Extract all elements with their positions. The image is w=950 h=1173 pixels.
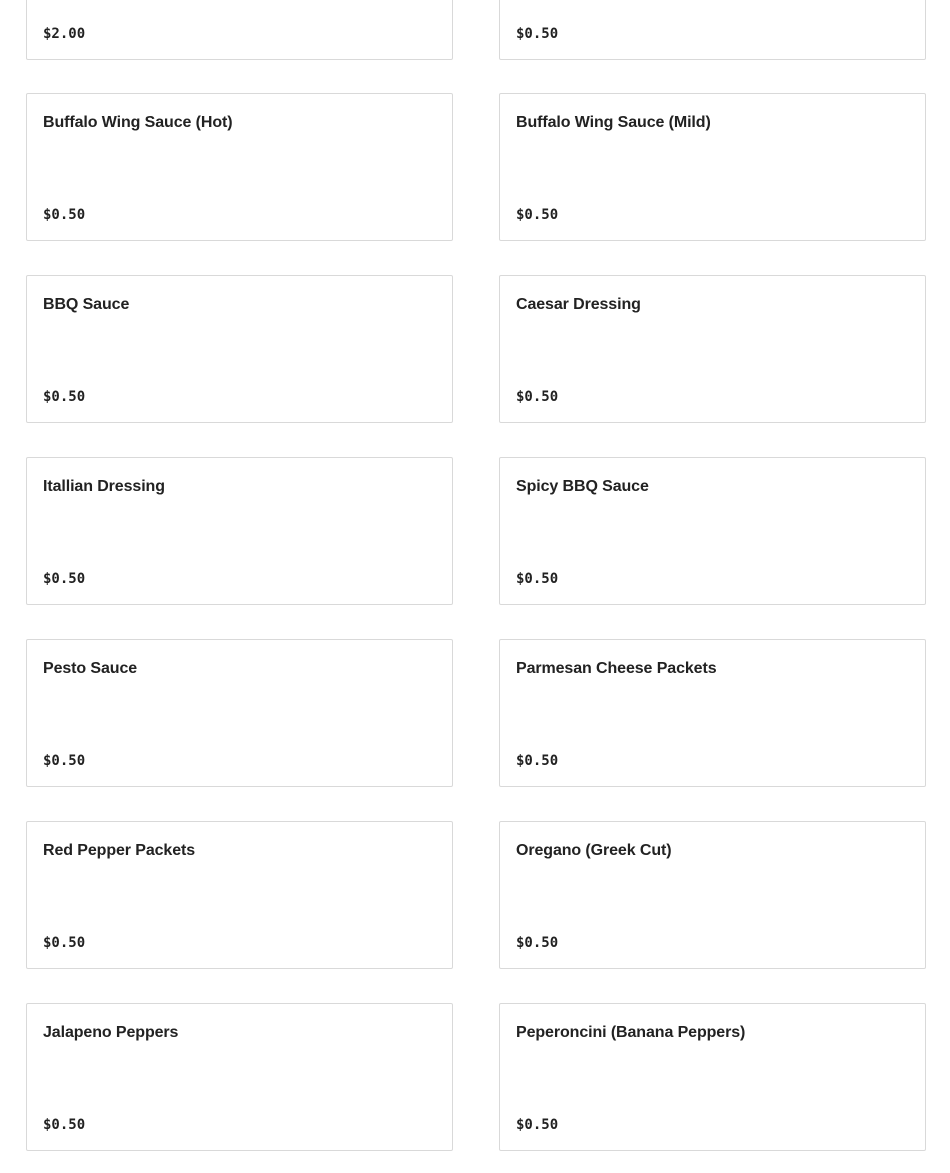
menu-item-card[interactable] [499, 1003, 926, 1151]
menu-item-name: Peperoncini (Banana Peppers) [516, 1024, 746, 1041]
menu-item-name: Jalapeno Peppers [43, 1024, 179, 1041]
menu-item-price: $2.00 [43, 26, 86, 42]
menu-item-name: Parmesan Cheese Packets [516, 660, 717, 677]
menu-item-price: $0.50 [516, 389, 559, 405]
menu-item-price: $0.50 [516, 1117, 559, 1133]
menu-item-card[interactable] [26, 93, 453, 241]
menu-item-price: $0.50 [43, 389, 86, 405]
menu-item-price: $0.50 [43, 753, 86, 769]
menu-item-price: $0.50 [43, 571, 86, 587]
menu-item-price: $0.50 [516, 935, 559, 951]
menu-item-card[interactable] [499, 821, 926, 969]
menu-item-name: Buffalo Wing Sauce (Mild) [516, 114, 711, 131]
menu-item-name: Red Pepper Packets [43, 842, 196, 859]
menu-item-name: Buffalo Wing Sauce (Hot) [43, 114, 233, 131]
menu-item-card[interactable] [499, 93, 926, 241]
menu-item-price: $0.50 [516, 753, 559, 769]
menu-item-name: BBQ Sauce [43, 296, 130, 313]
menu-item-card[interactable] [499, 275, 926, 423]
menu-item-name: Pesto Sauce [43, 660, 138, 677]
menu-item-price: $0.50 [516, 26, 559, 42]
menu-item-card[interactable] [26, 0, 453, 60]
menu-item-name: Itallian Dressing [43, 478, 165, 495]
menu-item-card[interactable] [26, 275, 453, 423]
menu-item-card[interactable] [26, 1003, 453, 1151]
menu-item-card[interactable] [499, 0, 926, 60]
menu-item-price: $0.50 [43, 1117, 86, 1133]
menu-item-price: $0.50 [43, 207, 86, 223]
menu-item-price: $0.50 [516, 207, 559, 223]
menu-item-card[interactable] [499, 639, 926, 787]
menu-item-name: Oregano (Greek Cut) [516, 842, 672, 859]
menu-item-card[interactable] [26, 457, 453, 605]
menu-item-name: Caesar Dressing [516, 296, 641, 313]
menu-item-name: Spicy BBQ Sauce [516, 478, 649, 495]
menu-item-card[interactable] [26, 639, 453, 787]
menu-item-card[interactable] [499, 457, 926, 605]
menu-item-card[interactable] [26, 821, 453, 969]
menu-item-price: $0.50 [43, 935, 86, 951]
menu-item-price: $0.50 [516, 571, 559, 587]
